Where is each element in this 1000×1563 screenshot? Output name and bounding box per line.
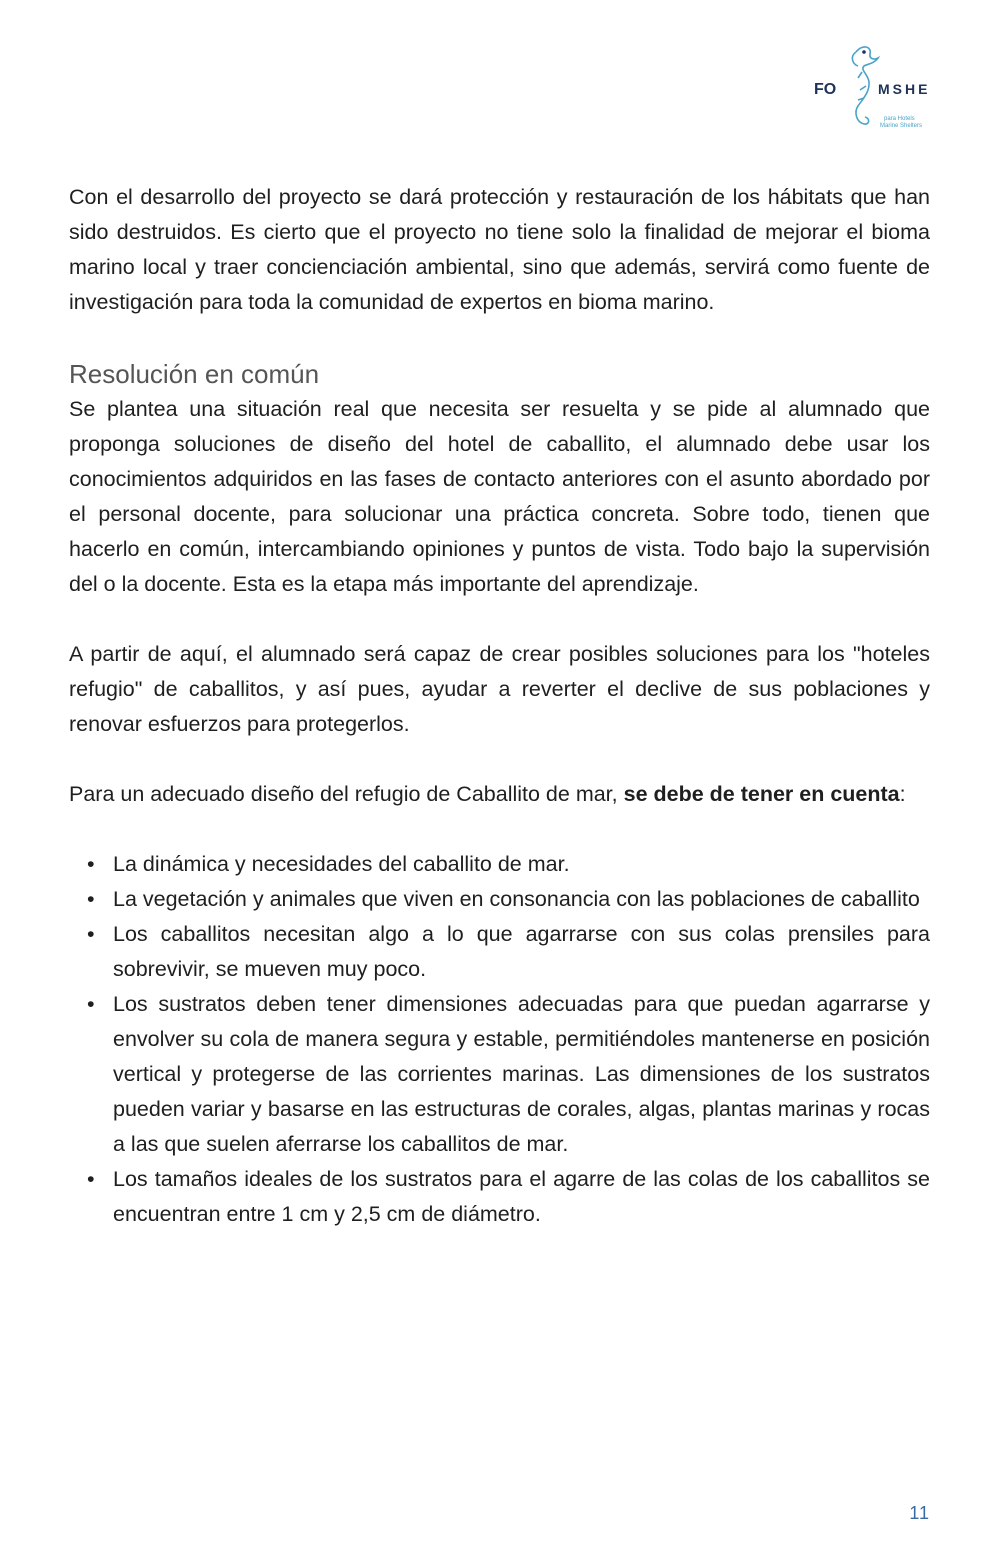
page-number: 11 xyxy=(909,1503,930,1523)
bullet-icon: • xyxy=(87,852,95,876)
page-content xyxy=(69,180,930,1232)
logo-text-right: MSHE xyxy=(878,81,931,97)
design-intro-start: Para un adecuado diseño del refugio de Caballito de mar, xyxy=(69,782,624,806)
design-intro-bold: se debe de tener en cuenta xyxy=(623,782,900,806)
logo-text-left: FO xyxy=(814,81,837,98)
list-item: • La dinámica y necesidades del caballito de mar. xyxy=(113,847,930,882)
seahorse-logo-icon xyxy=(812,42,934,134)
list-item: • Los tamaños ideales de los sustratos para el agarre de las colas de los caballitos se encuentran entre 1 cm y 2,5 cm de diámetro. xyxy=(113,1162,930,1232)
paragraph-design-intro xyxy=(69,777,930,812)
seahorse-shape xyxy=(852,47,878,124)
section-heading: Resolución en común xyxy=(69,359,320,389)
bullet-icon: • xyxy=(87,887,95,911)
paragraph-resolution: Se plantea una situación real que necesita ser resuelta y se pide al alumnado que proponga soluciones de diseño del hotel de caballito, el alumnado debe usar los conocimientos adquiridos en las fases de contacto anteriores con el asunto abordado por el personal docente, para solucionar una práctica concreta. Sobre todo, tienen que hacerlo en común, intercambiando opiniones y puntos de vista. Todo bajo la supervisión del o la docente. Esta es la etapa más importante del aprendizaje. xyxy=(69,397,930,596)
logo-tagline-2: Marine Shelters xyxy=(880,123,923,129)
list-item: • Los sustratos deben tener dimensiones adecuadas para que puedan agarrarse y envolver su cola de manera segura y estable, permitiéndoles mantenerse en posición vertical y protegerse de las corrientes marinas. Las dimensiones de los sustratos pueden variar y basarse en las estructuras de corales, algas, plantas marinas y rocas a las que suelen aferrarse los caballitos de mar. xyxy=(113,987,930,1162)
list-item: • La vegetación y animales que viven en consonancia con las poblaciones de caballito xyxy=(113,882,930,917)
logo-tagline-1: para Hotels xyxy=(884,116,915,122)
paragraph-intro: Con el desarrollo del proyecto se dará protección y restauración de los hábitats que han sido destruidos. Es cierto que el proyecto no tiene solo la finalidad de mejorar el bioma marino local y traer concienciación ambiental, sino que además, servirá como fuente de investigación para toda la comunidad de expertos en bioma marino. xyxy=(69,185,930,314)
design-intro-end: : xyxy=(899,782,906,806)
paragraph-solutions: A partir de aquí, el alumnado será capaz de crear posibles soluciones para los "hoteles refugio" de caballitos, y así pues, ayudar a reverter el declive de sus poblaciones y renovar esfuerzos para protegerlos. xyxy=(69,642,930,736)
bullet-icon: • xyxy=(87,922,95,946)
fomshe-logo xyxy=(812,42,934,134)
list-item: • Los caballitos necesitan algo a lo que agarrarse con sus colas prensiles para sobrevivir, se mueven muy poco. xyxy=(113,917,930,987)
bullet-icon: • xyxy=(87,992,95,1016)
bullet-icon: • xyxy=(87,1167,95,1191)
requirements-list xyxy=(69,847,930,1232)
